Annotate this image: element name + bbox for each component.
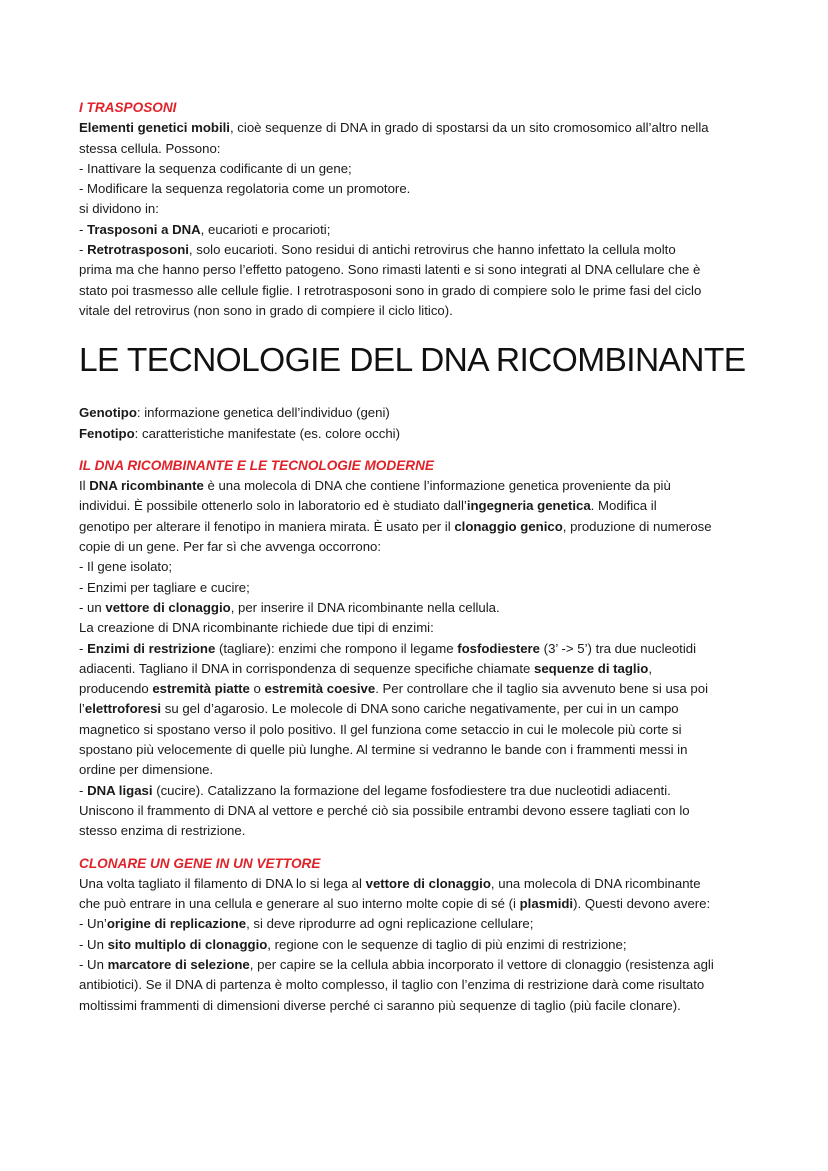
paragraph-line: La creazione di DNA ricombinante richiede due tipi di enzimi: — [79, 620, 434, 636]
list-item — [79, 935, 768, 955]
text-run: Il — [79, 478, 90, 494]
text-run: : informazione genetica dell’individuo (geni) — [136, 405, 390, 421]
text-run: , produzione di numerose — [562, 518, 712, 534]
list-item — [79, 240, 768, 260]
text-run: (3’ -> 5’) tra due nucleotidi — [540, 640, 697, 656]
paragraph-line: moltissimi frammenti di dimensioni diverse perché ci saranno più sequenze di taglio (più facile clonare). — [79, 997, 681, 1013]
bold-term: Enzimi di restrizione — [87, 640, 216, 656]
list-item — [79, 781, 768, 801]
text-run: - — [79, 221, 88, 237]
text-run: (tagliare): enzimi che rompono il legame — [215, 640, 458, 656]
text-run: , solo eucarioti. Sono residui di antichi retrovirus che hanno infettato la cellula molto — [188, 242, 676, 258]
text-run: - un — [79, 599, 106, 615]
list-item — [79, 914, 768, 934]
paragraph-line — [79, 679, 768, 699]
text-run: , per capire se la cellula abbia incorporato il vettore di clonaggio (resistenza agli — [249, 956, 714, 972]
text-run: producendo — [79, 681, 153, 697]
text-run: o — [249, 681, 265, 697]
bold-term: sito multiplo di clonaggio — [107, 936, 268, 952]
bold-term: estremità piatte — [152, 681, 250, 697]
spacer — [79, 842, 768, 854]
text-run: . Per controllare che il taglio sia avvenuto bene si usa poi — [375, 681, 708, 697]
definition-genotipo — [79, 403, 768, 423]
list-item — [79, 639, 768, 659]
paragraph-line — [79, 699, 768, 719]
text-run: su gel d’agarosio. Le molecole di DNA sono cariche negativamente, per cui in un campo — [161, 701, 679, 717]
text-run: è una molecola di DNA che contiene l’informazione genetica proveniente da più — [203, 478, 671, 494]
paragraph-line: stato poi trasmesso alle cellule figlie. I retrotrasposoni sono in grado di compiere solo le prime fasi del ciclo — [79, 282, 702, 298]
text-run: (cucire). Catalizzano la formazione del legame fosfodiestere tra due nucleotidi adiacenti. — [152, 782, 671, 798]
text-run: , regione con le sequenze di taglio di più enzimi di restrizione; — [267, 936, 627, 952]
paragraph-line: Uniscono il frammento di DNA al vettore e perché ciò sia possibile entrambi devono essere tagliati con lo — [79, 802, 690, 818]
bold-term: marcatore di selezione — [107, 956, 250, 972]
text-run: , si deve riprodurre ad ogni replicazione cellulare; — [246, 916, 534, 932]
spacer — [79, 444, 768, 456]
text-run: . Modifica il — [590, 498, 657, 514]
bold-term: Genotipo — [79, 405, 137, 421]
paragraph-line — [79, 874, 768, 894]
paragraph-line: ordine per dimensione. — [79, 762, 214, 778]
paragraph-line: spostano più velocemente di quelle più lunghe. Al termine si vedranno le bande con i frammenti messi in — [79, 742, 688, 758]
bold-term: Trasposoni a DNA — [87, 221, 201, 237]
paragraph-line: si dividono in: — [79, 201, 159, 217]
text-run: , per inserire il DNA ricombinante nella cellula. — [230, 599, 500, 615]
text-run: - — [79, 782, 88, 798]
bold-term: Retrotrasposoni — [87, 242, 189, 258]
paragraph-line — [79, 496, 768, 516]
bold-term: vettore di clonaggio — [105, 599, 231, 615]
section-heading-dna-ricombinante: IL DNA RICOMBINANTE E LE TECNOLOGIE MODERNE — [79, 457, 434, 473]
list-item: - Modificare la sequenza regolatoria come un promotore. — [79, 181, 411, 197]
bold-term: clonaggio genico — [454, 518, 563, 534]
bold-term: DNA ricombinante — [89, 478, 204, 494]
text-run: che può entrare in una cellula e generare al suo interno molte copie di sé (i — [79, 896, 520, 912]
section-heading-trasposoni: I TRASPOSONI — [79, 100, 177, 115]
bold-term: fosfodiestere — [457, 640, 541, 656]
bold-term: estremità coesive — [264, 681, 376, 697]
text-run: adiacenti. Tagliano il DNA in corrispondenza di sequenze specifiche chiamate — [79, 660, 534, 676]
list-item: - Enzimi per tagliare e cucire; — [79, 579, 250, 595]
text-run: - — [79, 242, 88, 258]
paragraph-line — [79, 894, 768, 914]
bold-term: origine di replicazione — [106, 916, 247, 932]
bold-term: elettroforesi — [84, 701, 162, 717]
bold-term: ingegneria genetica — [466, 498, 591, 514]
text-run: , — [648, 660, 652, 676]
text-run: - Un’ — [79, 916, 107, 932]
list-item: - Il gene isolato; — [79, 559, 173, 575]
paragraph-line: magnetico si spostano verso il polo positivo. Il gel funziona come setaccio in cui le molecole più corte si — [79, 721, 682, 737]
paragraph-line — [79, 476, 768, 496]
bold-term: Fenotipo — [79, 425, 135, 441]
bold-term: vettore di clonaggio — [365, 875, 491, 891]
text-run: - — [79, 640, 88, 656]
paragraph-line: copie di un gene. Per far sì che avvenga occorrono: — [79, 539, 382, 555]
list-item — [79, 955, 768, 975]
text-run: individui. È possibile ottenerlo solo in laboratorio ed è studiato dall’ — [79, 498, 467, 514]
paragraph-line: stesso enzima di restrizione. — [79, 823, 246, 839]
section-heading-clonare: CLONARE UN GENE IN UN VETTORE — [79, 855, 321, 871]
text-run: , eucarioti e procarioti; — [200, 221, 331, 237]
text-run: Una volta tagliato il filamento di DNA lo si lega al — [79, 875, 366, 891]
bold-term: DNA ligasi — [87, 782, 153, 798]
text-run: , una molecola di DNA ricombinante — [490, 875, 701, 891]
text-run: : caratteristiche manifestate (es. colore occhi) — [134, 425, 400, 441]
text-run: l’ — [79, 701, 85, 717]
page-title: LE TECNOLOGIE DEL DNA RICOMBINANTE — [79, 342, 746, 380]
text-run: ). Questi devono avere: — [573, 896, 711, 912]
paragraph-line: antibiotici). Se il DNA di partenza è molto complesso, il taglio con l’enzima di restrizione darà come risultato — [79, 977, 705, 993]
paragraph-line — [79, 118, 768, 138]
text-run: , cioè sequenze di DNA in grado di spostarsi da un sito cromosomico all’altro nella — [229, 120, 709, 136]
text-run: - Un — [79, 936, 108, 952]
paragraph-line: stessa cellula. Possono: — [79, 140, 221, 156]
bold-term: Elementi genetici mobili — [79, 120, 230, 136]
bold-term: sequenze di taglio — [534, 660, 649, 676]
paragraph-line: prima ma che hanno perso l’effetto patogeno. Sono rimasti latenti e si sono integrati al DNA cellulare che è — [79, 262, 701, 278]
definition-fenotipo — [79, 424, 768, 444]
text-run: genotipo per alterare il fenotipo in maniera mirata. È usato per il — [79, 518, 455, 534]
text-run: - Un — [79, 956, 108, 972]
list-item — [79, 220, 768, 240]
paragraph-line — [79, 517, 768, 537]
paragraph-line — [79, 659, 768, 679]
paragraph-line: vitale del retrovirus (non sono in grado di compiere il ciclo litico). — [79, 302, 453, 318]
list-item — [79, 598, 768, 618]
bold-term: plasmidi — [519, 896, 574, 912]
list-item: - Inattivare la sequenza codificante di un gene; — [79, 160, 352, 176]
